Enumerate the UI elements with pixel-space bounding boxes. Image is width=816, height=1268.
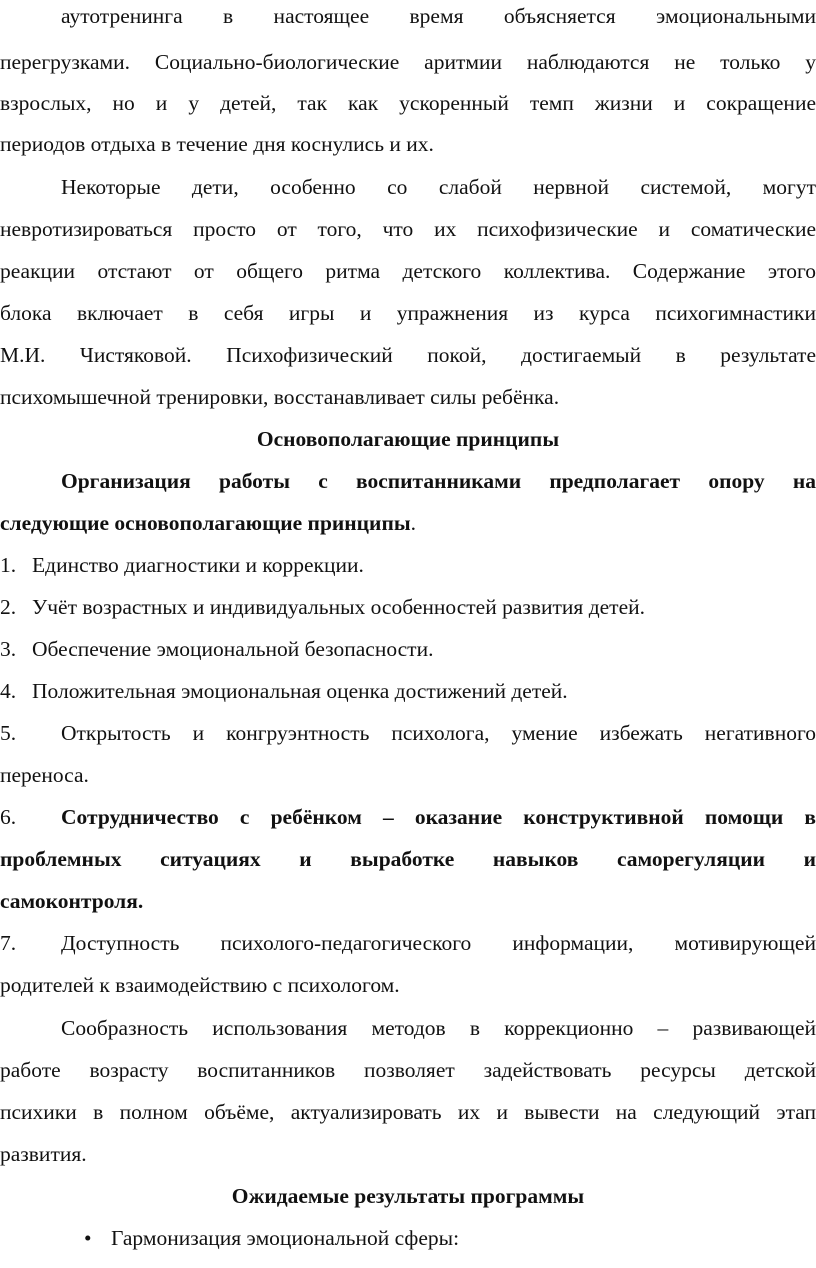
bullet-item bbox=[0, 1223, 816, 1253]
paragraph-1-line-1: аутотренинга в настоящее время объясняется эмоциональными bbox=[61, 4, 816, 28]
paragraph-3-line-1: Сообразность использования методов в коррекционно – развивающей bbox=[61, 1016, 816, 1040]
paragraph-2-line-4: блока включает в себя игры и упражнения из курса психогимнастики bbox=[0, 301, 816, 325]
intro-line-2 bbox=[0, 508, 816, 538]
principle-number: 6. bbox=[0, 805, 17, 829]
principle-text-line-1: Доступность психолого-педагогического информации, мотивирующей bbox=[61, 931, 816, 955]
paragraph-2-line-5: М.И. Чистяковой. Психофизический покой, достигаемый в результате bbox=[0, 343, 816, 367]
paragraph-2-line-6: психомышечной тренировки, восстанавливает силы ребёнка. bbox=[0, 385, 560, 409]
principle-number: 1. bbox=[0, 553, 17, 577]
principle-item-1 bbox=[0, 550, 816, 580]
bullet-text: Гармонизация эмоциональной сферы: bbox=[111, 1226, 460, 1250]
principle-item-4 bbox=[0, 676, 816, 706]
principle-number: 5. bbox=[0, 721, 17, 745]
principle-item-2 bbox=[0, 592, 816, 622]
bullet-icon: • bbox=[84, 1226, 92, 1250]
paragraph-1-line-3: взрослых, но и у детей, так как ускоренный темп жизни и сокращение bbox=[0, 91, 816, 115]
intro-line-1: Организация работы с воспитанниками предполагает опору на bbox=[61, 469, 816, 493]
intro-line-2-tail: . bbox=[410, 511, 416, 535]
principle-6-line-3: самоконтроля. bbox=[0, 889, 144, 913]
principle-number: 2. bbox=[0, 595, 17, 619]
principle-item-7 bbox=[0, 928, 816, 958]
principle-7-line-2: родителей к взаимодействию с психологом. bbox=[0, 973, 400, 997]
principle-number: 7. bbox=[0, 931, 17, 955]
principle-5-line-2: переноса. bbox=[0, 763, 89, 787]
principle-text: Положительная эмоциональная оценка достижений детей. bbox=[32, 679, 568, 703]
paragraph-2-line-3: реакции отстают от общего ритма детского коллектива. Содержание этого bbox=[0, 259, 816, 283]
principle-number: 4. bbox=[0, 679, 17, 703]
principle-item-6 bbox=[0, 802, 816, 832]
principle-text: Единство диагностики и коррекции. bbox=[32, 553, 364, 577]
paragraph-3-line-3: психики в полном объёме, актуализировать их и вывести на следующий этап bbox=[0, 1100, 816, 1124]
principle-text: Учёт возрастных и индивидуальных особенностей развития детей. bbox=[32, 595, 645, 619]
paragraph-3-line-2: работе возрасту воспитанников позволяет задействовать ресурсы детской bbox=[0, 1058, 816, 1082]
principle-number: 3. bbox=[0, 637, 17, 661]
heading-results: Ожидаемые результаты программы bbox=[231, 1184, 585, 1208]
paragraph-2-line-1: Некоторые дети, особенно со слабой нервной системой, могут bbox=[61, 175, 816, 199]
paragraph-1-line-2: перегрузками. Социально-биологические аритмии наблюдаются не только у bbox=[0, 50, 816, 74]
intro-line-2-bold: следующие основополагающие принципы bbox=[0, 511, 411, 535]
paragraph-2-line-2: невротизироваться просто от того, что их психофизические и соматические bbox=[0, 217, 816, 241]
principle-item-5 bbox=[0, 718, 816, 748]
paragraph-1-line-4: периодов отдыха в течение дня коснулись и их. bbox=[0, 132, 434, 156]
principle-item-3 bbox=[0, 634, 816, 664]
principle-text-line-1: Сотрудничество с ребёнком – оказание конструктивной помощи в bbox=[61, 805, 816, 829]
principle-6-line-2: проблемных ситуациях и выработке навыков саморегуляции и bbox=[0, 847, 816, 871]
heading-principles: Основополагающие принципы bbox=[256, 427, 560, 451]
principle-text: Обеспечение эмоциональной безопасности. bbox=[32, 637, 434, 661]
paragraph-3-line-4: развития. bbox=[0, 1142, 87, 1166]
principle-text-line-1: Открытость и конгруэнтность психолога, умение избежать негативного bbox=[61, 721, 816, 745]
